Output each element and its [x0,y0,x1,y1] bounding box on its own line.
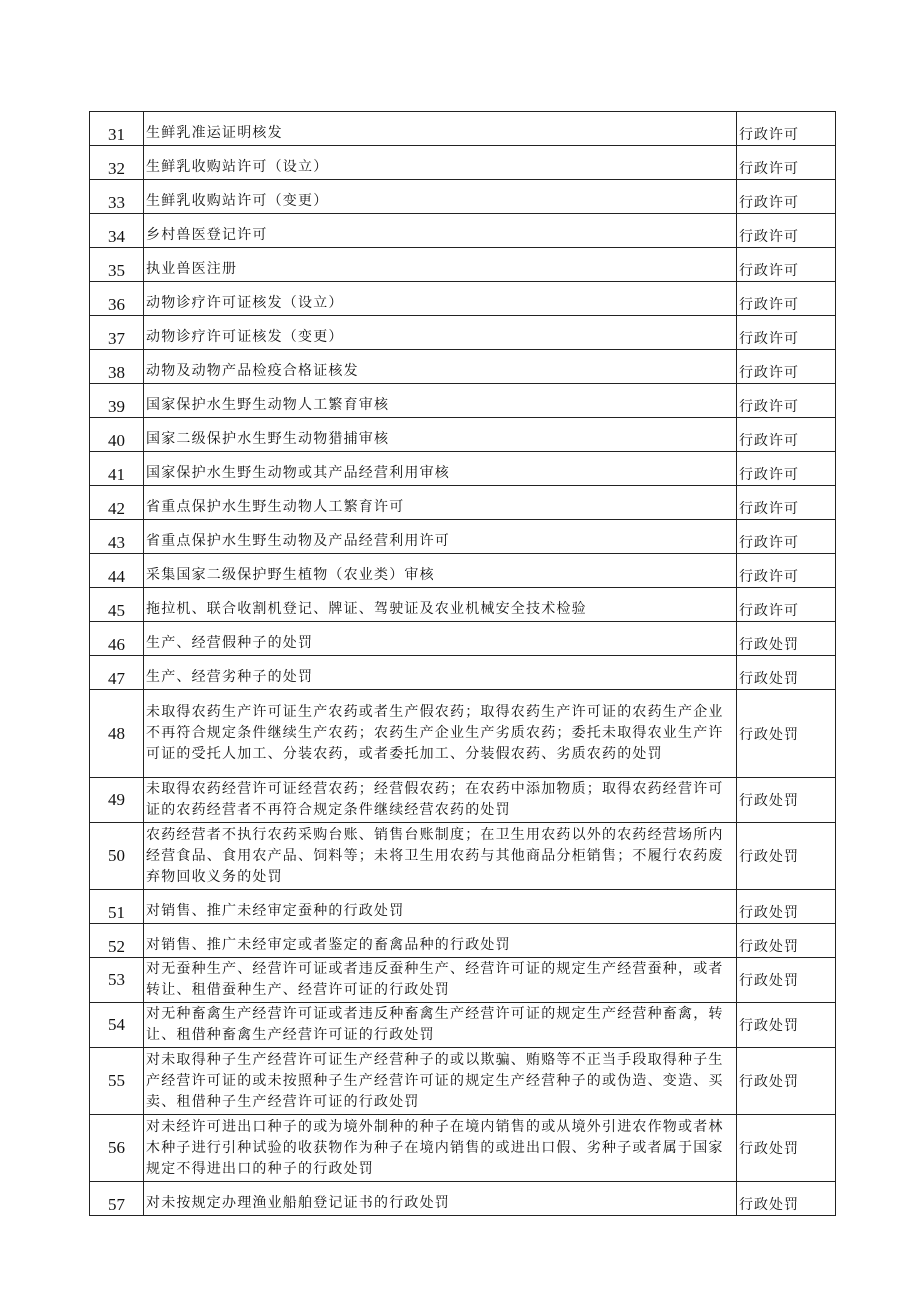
row-item: 采集国家二级保护野生植物（农业类）审核 [144,554,737,588]
row-number: 47 [90,656,144,690]
row-item: 国家二级保护水生野生动物猎捕审核 [144,418,737,452]
row-type: 行政许可 [737,316,836,350]
table-row [90,180,836,214]
row-item: 省重点保护水生野生动物人工繁育许可 [144,486,737,520]
row-item: 生产、经营假种子的处罚 [144,622,737,656]
table-row [90,1048,836,1115]
item-table-body [90,112,836,1216]
row-item: 动物诊疗许可证核发（变更） [144,316,737,350]
item-table [89,111,836,1216]
row-item: 未取得农药生产许可证生产农药或者生产假农药；取得农药生产许可证的农药生产企业不再符合规定条件继续生产农药；农药生产企业生产劣质农药；委托未取得农业生产许可证的受托人加工、分装农药，或者委托加工、分装假农药、劣质农药的处罚 [144,690,737,778]
row-number: 41 [90,452,144,486]
row-number: 36 [90,282,144,316]
row-type: 行政处罚 [737,1048,836,1115]
row-number: 51 [90,890,144,924]
table-row [90,112,836,146]
row-type: 行政许可 [737,486,836,520]
row-item: 乡村兽医登记许可 [144,214,737,248]
table-row [90,924,836,958]
row-item: 生鲜乳准运证明核发 [144,112,737,146]
row-type: 行政许可 [737,520,836,554]
table-row [90,1115,836,1182]
row-type: 行政许可 [737,452,836,486]
table-row [90,554,836,588]
row-item: 拖拉机、联合收割机登记、牌证、驾驶证及农业机械安全技术检验 [144,588,737,622]
row-item: 对无种畜禽生产经营许可证或者违反种畜禽生产经营许可证的规定生产经营种畜禽，转让、租借种畜禽生产经营许可证的行政处罚 [144,1003,737,1048]
row-number: 50 [90,823,144,890]
table-row [90,690,836,778]
row-number: 54 [90,1003,144,1048]
table-row [90,350,836,384]
row-number: 42 [90,486,144,520]
row-type: 行政处罚 [737,1003,836,1048]
row-type: 行政处罚 [737,656,836,690]
row-number: 35 [90,248,144,282]
row-item: 生鲜乳收购站许可（设立） [144,146,737,180]
row-type: 行政许可 [737,112,836,146]
row-number: 53 [90,958,144,1003]
row-item: 对未按规定办理渔业船舶登记证书的行政处罚 [144,1182,737,1216]
table-row [90,656,836,690]
row-item: 执业兽医注册 [144,248,737,282]
row-type: 行政许可 [737,146,836,180]
row-item: 未取得农药经营许可证经营农药；经营假农药；在农药中添加物质；取得农药经营许可证的农药经营者不再符合规定条件继续经营农药的处罚 [144,778,737,823]
row-type: 行政许可 [737,418,836,452]
row-number: 56 [90,1115,144,1182]
row-item: 省重点保护水生野生动物及产品经营利用许可 [144,520,737,554]
table-row [90,452,836,486]
table-row [90,214,836,248]
row-type: 行政许可 [737,384,836,418]
table-row [90,384,836,418]
table-row [90,1182,836,1216]
row-type: 行政处罚 [737,690,836,778]
table-row [90,588,836,622]
table-row [90,1003,836,1048]
row-item: 生鲜乳收购站许可（变更） [144,180,737,214]
row-number: 34 [90,214,144,248]
row-item: 对无蚕种生产、经营许可证或者违反蚕种生产、经营许可证的规定生产经营蚕种，或者转让、租借蚕种生产、经营许可证的行政处罚 [144,958,737,1003]
row-item: 对未取得种子生产经营许可证生产经营种子的或以欺骗、贿赂等不正当手段取得种子生产经营许可证的或未按照种子生产经营许可证的规定生产经营种子的或伪造、变造、买卖、租借种子生产经营许可证的行政处罚 [144,1048,737,1115]
row-type: 行政许可 [737,214,836,248]
row-type: 行政许可 [737,282,836,316]
row-item: 对销售、推广未经审定蚕种的行政处罚 [144,890,737,924]
table-row [90,418,836,452]
table-row [90,248,836,282]
table-row [90,890,836,924]
row-number: 38 [90,350,144,384]
row-number: 31 [90,112,144,146]
row-number: 43 [90,520,144,554]
table-row [90,778,836,823]
row-item: 动物诊疗许可证核发（设立） [144,282,737,316]
table-row [90,622,836,656]
row-item: 对销售、推广未经审定或者鉴定的畜禽品种的行政处罚 [144,924,737,958]
table-row [90,958,836,1003]
row-number: 37 [90,316,144,350]
table-row [90,282,836,316]
row-number: 55 [90,1048,144,1115]
row-item: 农药经营者不执行农药采购台账、销售台账制度；在卫生用农药以外的农药经营场所内经营食品、食用农产品、饲料等；未将卫生用农药与其他商品分柜销售；不履行农药废弃物回收义务的处罚 [144,823,737,890]
row-number: 33 [90,180,144,214]
row-item: 生产、经营劣种子的处罚 [144,656,737,690]
row-number: 45 [90,588,144,622]
row-type: 行政处罚 [737,958,836,1003]
row-item: 国家保护水生野生动物人工繁育审核 [144,384,737,418]
row-number: 48 [90,690,144,778]
row-type: 行政许可 [737,350,836,384]
row-number: 32 [90,146,144,180]
row-item: 国家保护水生野生动物或其产品经营利用审核 [144,452,737,486]
row-number: 39 [90,384,144,418]
row-type: 行政处罚 [737,1182,836,1216]
row-number: 57 [90,1182,144,1216]
document-page [89,111,832,1216]
row-type: 行政许可 [737,588,836,622]
row-number: 46 [90,622,144,656]
row-number: 49 [90,778,144,823]
row-number: 44 [90,554,144,588]
row-item: 对未经许可进出口种子的或为境外制种的种子在境内销售的或从境外引进农作物或者林木种子进行引种试验的收获物作为种子在境内销售的或进出口假、劣种子或者属于国家规定不得进出口的种子的行政处罚 [144,1115,737,1182]
table-row [90,316,836,350]
row-number: 52 [90,924,144,958]
table-row [90,823,836,890]
row-type: 行政处罚 [737,924,836,958]
table-row [90,520,836,554]
table-row [90,486,836,520]
row-type: 行政处罚 [737,823,836,890]
table-row [90,146,836,180]
row-type: 行政处罚 [737,778,836,823]
row-number: 40 [90,418,144,452]
row-item: 动物及动物产品检疫合格证核发 [144,350,737,384]
row-type: 行政处罚 [737,890,836,924]
row-type: 行政处罚 [737,1115,836,1182]
row-type: 行政许可 [737,554,836,588]
row-type: 行政许可 [737,180,836,214]
row-type: 行政处罚 [737,622,836,656]
row-type: 行政许可 [737,248,836,282]
